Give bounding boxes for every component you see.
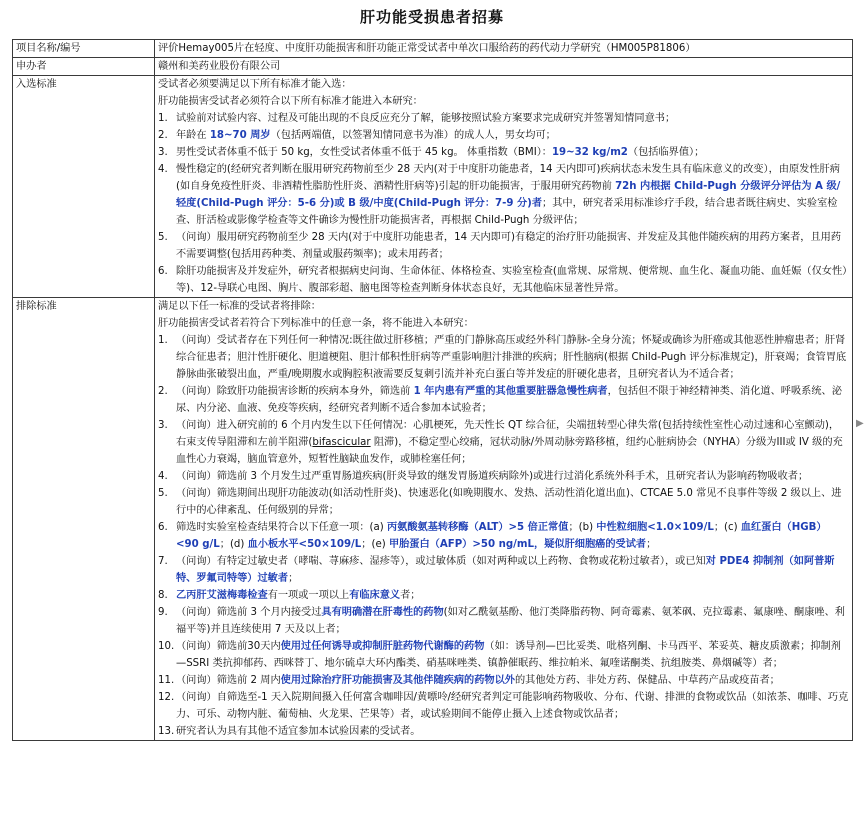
criterion-text: ；(c) [713,522,741,533]
inclusion-criterion-item-text [176,127,849,144]
sponsor-value: 赣州和美药业股份有限公司 [155,58,853,76]
emphasis-text: 使用过除治疗肝功能损害及其他伴随疾病的药物以外 [280,675,515,686]
emphasis-text: 1 年内患有严重的其他重要脏器急慢性病者 [413,386,608,397]
criterion-text: 筛选时实验室检查结果符合以下任意一项：(a) [176,522,387,533]
criterion-text: ；其中，研究者采用标准诊疗手段，结合患者既往病史、实验室检查、肝活检或影像学检查等文件确诊为慢性肝功能损害者，再根据 Child-Pugh 分级评估； [176,198,838,226]
exclusion-criterion-item [158,332,849,383]
exclusion-criterion-item [158,587,849,604]
criterion-text: （包括两端值，以签署知情同意书为准）的成人人，男女均可； [270,130,556,141]
inclusion-criterion-item [158,127,849,144]
criterion-text: 年龄在 [176,130,210,141]
exclusion-criterion-item-number: 12. [158,692,175,703]
exclusion-criterion-item-text [176,383,849,417]
inclusion-criterion-item [158,144,849,161]
inclusion-criterion-item [158,263,849,297]
inclusion-intro-sub: 肝功能损害受试者必须符合以下所有标准才能进入本研究： [158,96,423,107]
exclusion-criterion-item [158,689,849,723]
inclusion-criterion-item-number: 1. [158,113,168,124]
emphasis-text: 丙氨酸氨基转移酶（ALT）>5 倍正常值 [387,522,569,533]
criterion-text: （问询）受试者存在下列任何一种情况:既往做过肝移植；严重的门静脉高压或经外科门静脉-全身分流；怀疑或确诊为肝癌或其他恶性肿瘤患者；肝肾综合征患者；胆汁性肝硬化、胆道梗阻、胆汁郁积性肝病等严重影响胆汁排泄的疾病；肝性脑病(根据 Child-Pugh 评分标准规定)，肝衰竭；食管胃底静脉曲张破裂出血，严重/晚期腹水或胸腔积液需要反复刺引流并补充白蛋白等并发症的肝硬化患者，且研究者认为不适合者； [176,335,847,380]
criterion-text: 试验前对试验内容、过程及可能出现的不良反应充分了解，能够按照试验方案要求完成研究并签署知情同意书； [176,113,676,124]
emphasis-text: 72h 内根据 Child-Pugh 分级评分评估为 A 级/轻度(Child-Pugh 评分：5-6 分)或 B 级/中度(Child-Pugh 评分：7-9 分)者 [176,181,841,209]
emphasis-text: 19~32 kg/m2 [551,147,628,158]
criterion-text: （问询）筛选前 3 个月内接受过 [176,607,322,618]
exclusion-criterion-item-text [176,638,849,672]
inclusion-content [155,76,853,298]
table-row-project [13,40,853,58]
exclusion-criterion-item [158,383,849,417]
exclusion-criteria-list [158,332,849,740]
exclusion-criterion-item-number: 13. [158,726,175,737]
exclusion-criterion-item [158,604,849,638]
exclusion-criterion-item [158,638,849,672]
table-row-sponsor [13,58,853,76]
criterion-text: （问询）筛选期间出现肝功能波动(如活动性肝炎)、快速恶化(如晚期腹水、发热、活动性消化道出血)、CTCAE 5.0 常见不良事件等级 2 级以上、进行中的心律紊乱、任何级别的异常； [176,488,842,516]
exclusion-intro-sub: 肝功能损害受试者若符合下列标准中的任意一条，将不能进入本研究： [158,318,474,329]
emphasis-text: 有临床意义 [349,590,401,601]
criterion-text: 者； [400,590,421,601]
inclusion-criterion-item [158,161,849,229]
criterion-text: （问询）自筛选至-1 天入院期间摄入任何富含咖啡因/黄嘌呤/经研究者判定可能影响药物吸收、分布、代谢、排泄的食物或饮品（如浓茶、咖啡、巧克力、可乐、动物内脏、葡萄柚、火龙果、芒果等）者，或试验期间不能停止摄入上述食物或饮品者； [176,692,849,720]
criterion-text: 男性受试者体重不低于 50 kg，女性受试者体重不低于 45 kg。 体重指数（BMI）： [176,147,552,158]
criterion-text: （问询）筛选前 3 个月发生过严重胃肠道疾病(肝炎导致的继发胃肠道疾病除外)或进行过消化系统外科手术，且研究者认为影响药物吸收者； [176,471,809,482]
inclusion-criterion-item [158,110,849,127]
emphasis-text: 具有明确潜在肝毒性的药物 [321,607,444,618]
criterion-text: 的其他处方药、非处方药、保健品、中草药产品或疫苗者； [514,675,780,686]
criterion-text: ； [646,539,657,550]
emphasis-text: 血红蛋白（HGB）<90 g/L [176,522,827,550]
emphasis-text: 对 PDE4 抑制剂（如阿普斯特、罗氟司特等）过敏者 [176,556,835,584]
criterion-text: （问询）筛选前 2 周内 [176,675,281,686]
exclusion-criterion-item-text [176,689,849,723]
criterion-text: bifascicular [312,437,371,448]
inclusion-criterion-item-text [176,144,849,161]
exclusion-criterion-item-text [176,332,849,383]
exclusion-criterion-item-number: 4. [158,471,168,482]
inclusion-criterion-item-number: 3. [158,147,168,158]
exclusion-criterion-item [158,468,849,485]
exclusion-criterion-item-number: 10. [158,641,175,652]
exclusion-criterion-item [158,672,849,689]
sponsor-label: 申办者 [13,58,155,76]
exclusion-criterion-item [158,417,849,468]
scroll-arrow-icon[interactable]: ▶ [856,418,864,429]
criterion-text: ；(d) [219,539,248,550]
inclusion-intro: 受试者必须要满足以下所有标准才能入选： [158,79,352,90]
criterion-text: ；(b) [568,522,597,533]
criterion-text: 研究者认为具有其他不适宜参加本试验因素的受试者。 [176,726,421,737]
criterion-text: （问询）除致肝功能损害诊断的疾病本身外，筛选前 [176,386,414,397]
exclusion-criterion-item-number: 3. [158,420,168,431]
project-label: 项目名称/编号 [13,40,155,58]
page-title: 肝功能受损患者招募 [359,8,504,26]
inclusion-criterion-item-number: 2. [158,130,168,141]
criterion-text: (如对乙酰氨基酚、他汀类降脂药物、阿奇霉素、氨苯砜、克拉霉素、氟康唑、酮康唑、利福平等)并且连续使用 7 天及以上者； [176,607,845,635]
exclusion-criterion-item-number: 2. [158,386,168,397]
exclusion-criterion-item [158,553,849,587]
criterion-text: 除肝功能损害及并发症外，研究者根据病史问询、生命体征、体格检查、实验室检查(血常规、尿常规、便常规、血生化、凝血功能、血妊娠（仅女性）等)、12-导联心电图、胸片、腹部彩超、脑电图等检查判断身体状态良好，无其他临床显著性异常。 [176,266,848,294]
exclusion-criterion-item-text [176,723,849,740]
inclusion-criterion-item-text [176,229,849,263]
exclusion-criterion-item-number: 6. [158,522,168,533]
emphasis-text: 血小板水平<50×109/L [247,539,362,550]
criterion-text: （问询）筛选前30天内 [176,641,281,652]
exclusion-criterion-item-text [176,485,849,519]
criterion-text: （包括临界值）； [627,147,705,158]
inclusion-criterion-item-text [176,161,849,229]
criterion-text: ； [288,573,299,584]
criterion-text: （问询）服用研究药物前至少 28 天内(对于中度肝功能患者，14 天内即可)有稳定的治疗肝功能损害、并发症及其他伴随疾病的用药方案者，且用药不需要调整(包括用药种类、剂量或服药频率)；或未用药者； [176,232,842,260]
criterion-text: ；(e) [361,539,389,550]
exclusion-criterion-item-text [176,519,849,553]
table-row-inclusion [13,76,853,298]
criterion-text: 有一项或一项以上 [267,590,350,601]
inclusion-criterion-item-text [176,110,849,127]
inclusion-label: 入选标准 [13,76,155,298]
inclusion-criterion-item-text [176,263,849,297]
emphasis-text: 18~70 周岁 [209,130,271,141]
exclusion-intro: 满足以下任一标准的受试者将排除： [158,301,321,312]
criterion-text: （问询）有特定过敏史者（哮喘、荨麻疹、湿疹等），或过敏体质（如对两种或以上药物、食物或花粉过敏者），或已知 [176,556,706,567]
emphasis-text: 乙丙肝艾滋梅毒检查 [176,590,268,601]
exclusion-criterion-item-number: 1. [158,335,168,346]
exclusion-criterion-item-number: 8. [158,590,168,601]
inclusion-criterion-item-number: 5. [158,232,168,243]
exclusion-label: 排除标准 [13,298,155,741]
emphasis-text: 使用过任何诱导或抑制肝脏药物代谢酶的药物 [280,641,485,652]
inclusion-criteria-list [158,110,849,297]
exclusion-criterion-item-text [176,468,849,485]
exclusion-criterion-item-text [176,553,849,587]
criterion-text: 阻滞)，不稳定型心绞痛，冠状动脉/外周动脉旁路移植，纽约心脏病协会（NYHA）分级为III或 IV 级的充血性心力衰竭，脑血管意外，短暂性脑缺血发作，或肺栓塞任何； [176,437,843,465]
exclusion-criterion-item-number: 9. [158,607,168,618]
exclusion-criterion-item [158,723,849,740]
inclusion-criterion-item-number: 4. [158,164,168,175]
recruitment-table [12,39,853,741]
exclusion-criterion-item-number: 11. [158,675,175,686]
exclusion-criterion-item-number: 5. [158,488,168,499]
criterion-text: （如：诱导剂—巴比妥类、吡格列酮、卡马西平、苯妥英、糖皮质激素；抑制剂—SSRI 类抗抑郁药、西咪替丁、地尔硫卓大环内酯类、硝基咪唑类、镇静催眠药、维拉帕米、氟喹诺酮类、抗组胺类、鼻烟碱等）者； [176,641,841,669]
exclusion-criterion-item-text [176,417,849,468]
inclusion-criterion-item-number: 6. [158,266,168,277]
exclusion-criterion-item-number: 7. [158,556,168,567]
table-row-exclusion [13,298,853,741]
exclusion-content [155,298,853,741]
criterion-text: 慢性稳定的(经研究者判断在服用研究药物前至少 28 天内(对于中度肝功能患者，14 天内即可)疾病状态未发生具有临床意义的改变），由原发性肝病(如自身免疫性肝炎、非酒精性脂肪性肝炎、酒精性肝病等)引起的肝功能损害，于服用研究药物前 [176,164,840,192]
criterion-text: ，包括但不限于神经精神类、消化道、呼吸系统、泌尿、内分泌、血液、免疫等疾病，经研究者判断不适合参加本试验者； [176,386,842,414]
exclusion-criterion-item [158,485,849,519]
exclusion-criterion-item [158,519,849,553]
inclusion-criterion-item [158,229,849,263]
exclusion-criterion-item-text [176,672,849,689]
emphasis-text: 甲胎蛋白（AFP）>50 ng/mL，疑似肝细胞癌的受试者 [388,539,647,550]
exclusion-criterion-item-text [176,587,849,604]
emphasis-text: 中性粒细胞<1.0×109/L [596,522,714,533]
criterion-text: （问询）进入研究前的 6 个月内发生以下任何情况：心肌梗死，先天性长 QT 综合征，尖端扭转型心律失常(包括持续性室性心动过速和心室颤动)，右束支传导阻滞和左前半阻滞( [176,420,840,448]
project-value: 评价Hemay005片在轻度、中度肝功能损害和肝功能正常受试者中单次口服给药的药代动力学研究（HM005P81806） [155,40,853,58]
exclusion-criterion-item-text [176,604,849,638]
